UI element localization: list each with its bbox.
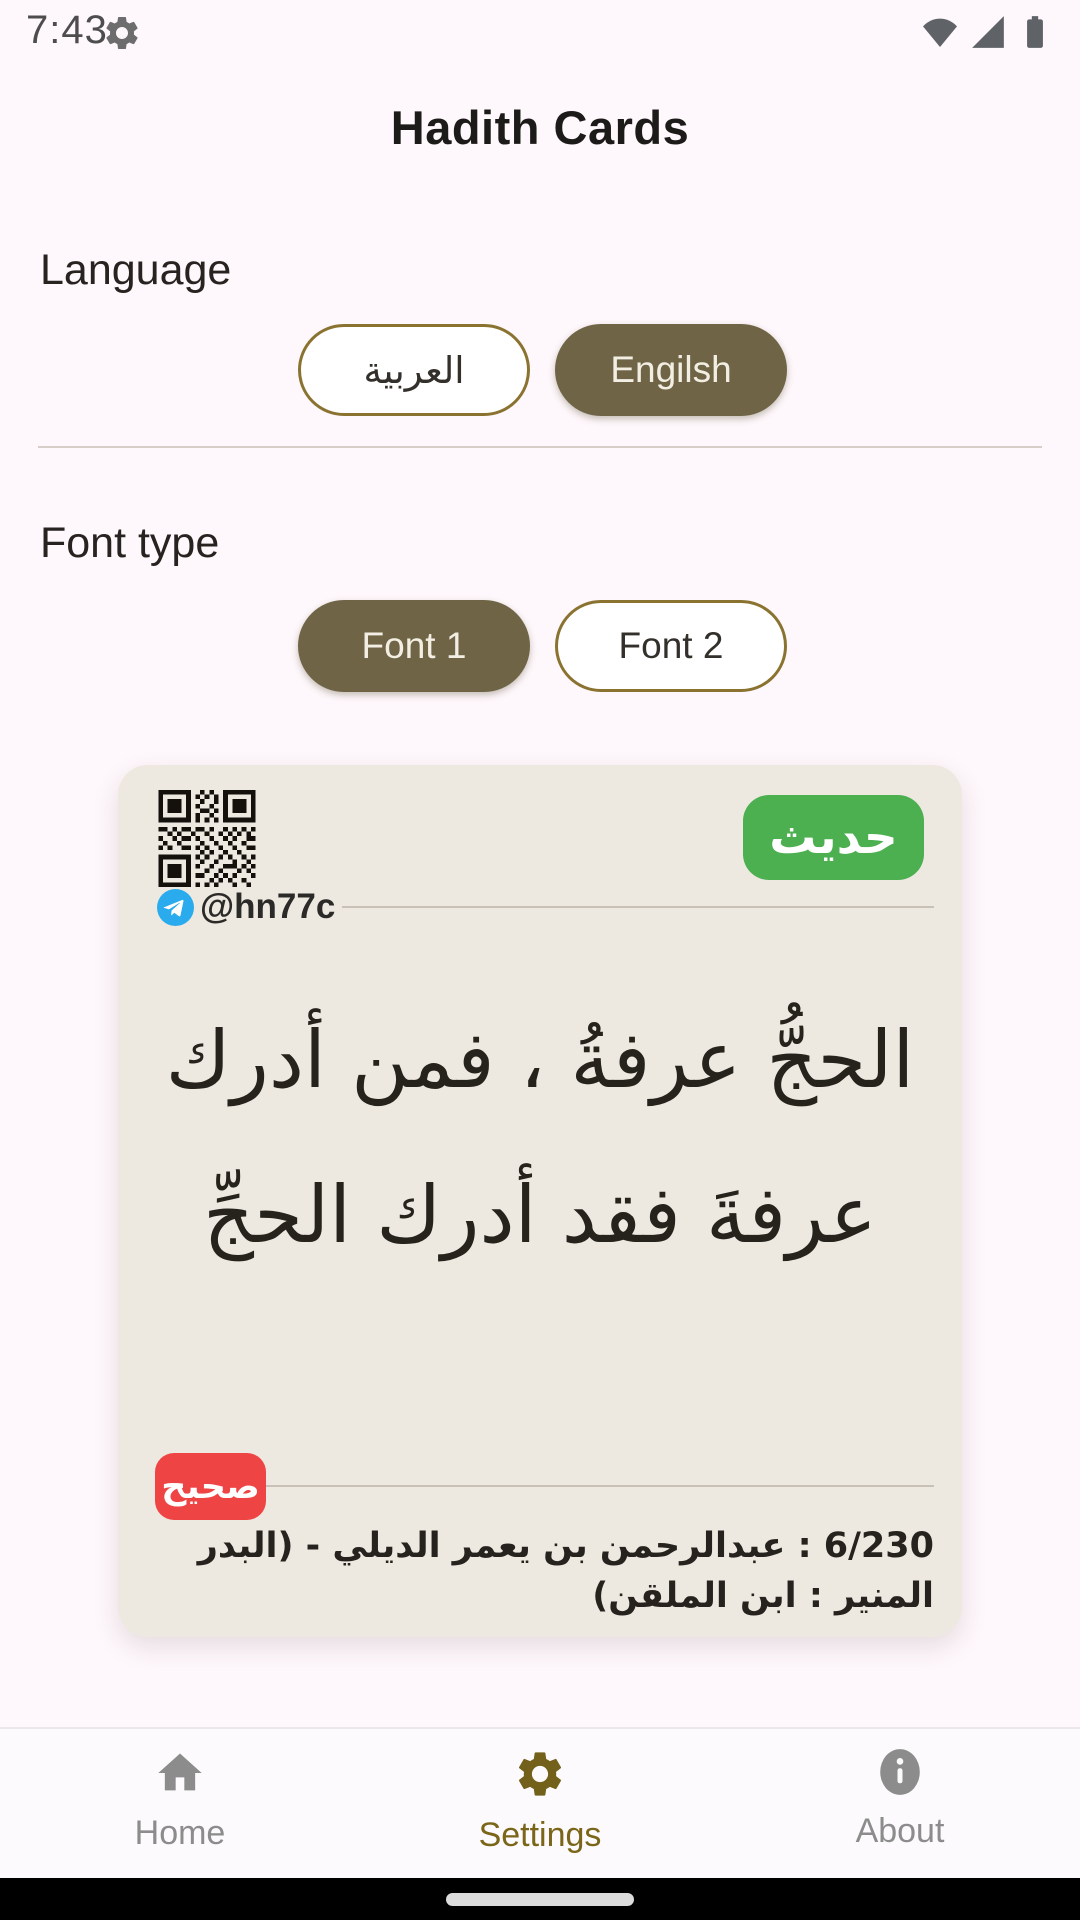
card-header-rule (342, 906, 934, 908)
hadith-type-badge: حديث (743, 795, 924, 880)
telegram-icon (157, 889, 194, 926)
card-footer-rule (266, 1485, 934, 1487)
page-title: Hadith Cards (390, 101, 690, 154)
home-icon (154, 1747, 206, 1804)
hadith-attribution: 6/230 : عبدالرحمن بن يعمر الديلي - (البدر المنير : ابن الملقن) (197, 1526, 934, 1616)
qr-finder-top-right (223, 790, 255, 822)
nav-item-home[interactable] (70, 1747, 290, 1867)
language-option-arabic-button[interactable]: العربية (298, 324, 530, 416)
bottom-navigation (0, 1727, 1080, 1880)
nav-item-settings[interactable] (430, 1747, 650, 1867)
language-option-english-button[interactable]: Engilsh (555, 324, 787, 416)
nav-label-home: Home (134, 1814, 226, 1852)
font-option-1-button[interactable]: Font 1 (298, 600, 530, 692)
status-bar (0, 0, 1080, 62)
font-option-2-button[interactable]: Font 2 (555, 600, 787, 692)
section-divider (38, 446, 1042, 448)
gear-status-icon (102, 13, 142, 53)
nav-item-about[interactable] (790, 1747, 1010, 1867)
telegram-handle: @hn77c (200, 887, 336, 926)
qr-finder-bottom-left (159, 855, 191, 887)
gesture-handle[interactable] (446, 1893, 634, 1906)
language-section-label: Language (40, 246, 232, 294)
qr-finder-top-left (159, 790, 191, 822)
nav-label-about: About (855, 1812, 945, 1850)
clock: 7:43 (26, 8, 108, 52)
font-section-label: Font type (40, 519, 220, 567)
nav-label-settings: Settings (478, 1816, 602, 1854)
system-navigation-bar (0, 1878, 1080, 1920)
hadith-text (138, 983, 942, 1293)
cellular-signal-icon (969, 13, 1007, 51)
battery-icon (1016, 13, 1054, 51)
hadith-grade-badge: صحيح (155, 1453, 266, 1520)
hadith-text-line2: عرفةَ فقد أدرك الحجِّ (203, 1169, 877, 1261)
qr-code (157, 790, 257, 887)
wifi-icon (920, 12, 960, 52)
telegram-handle-row (157, 887, 335, 927)
status-icons (920, 12, 1054, 52)
info-icon (875, 1747, 925, 1802)
hadith-preview-card (118, 765, 962, 1637)
hadith-text-line1: الحجُّ عرفةُ ، فمن أدرك (165, 1014, 915, 1106)
gear-settings-icon (513, 1747, 567, 1806)
